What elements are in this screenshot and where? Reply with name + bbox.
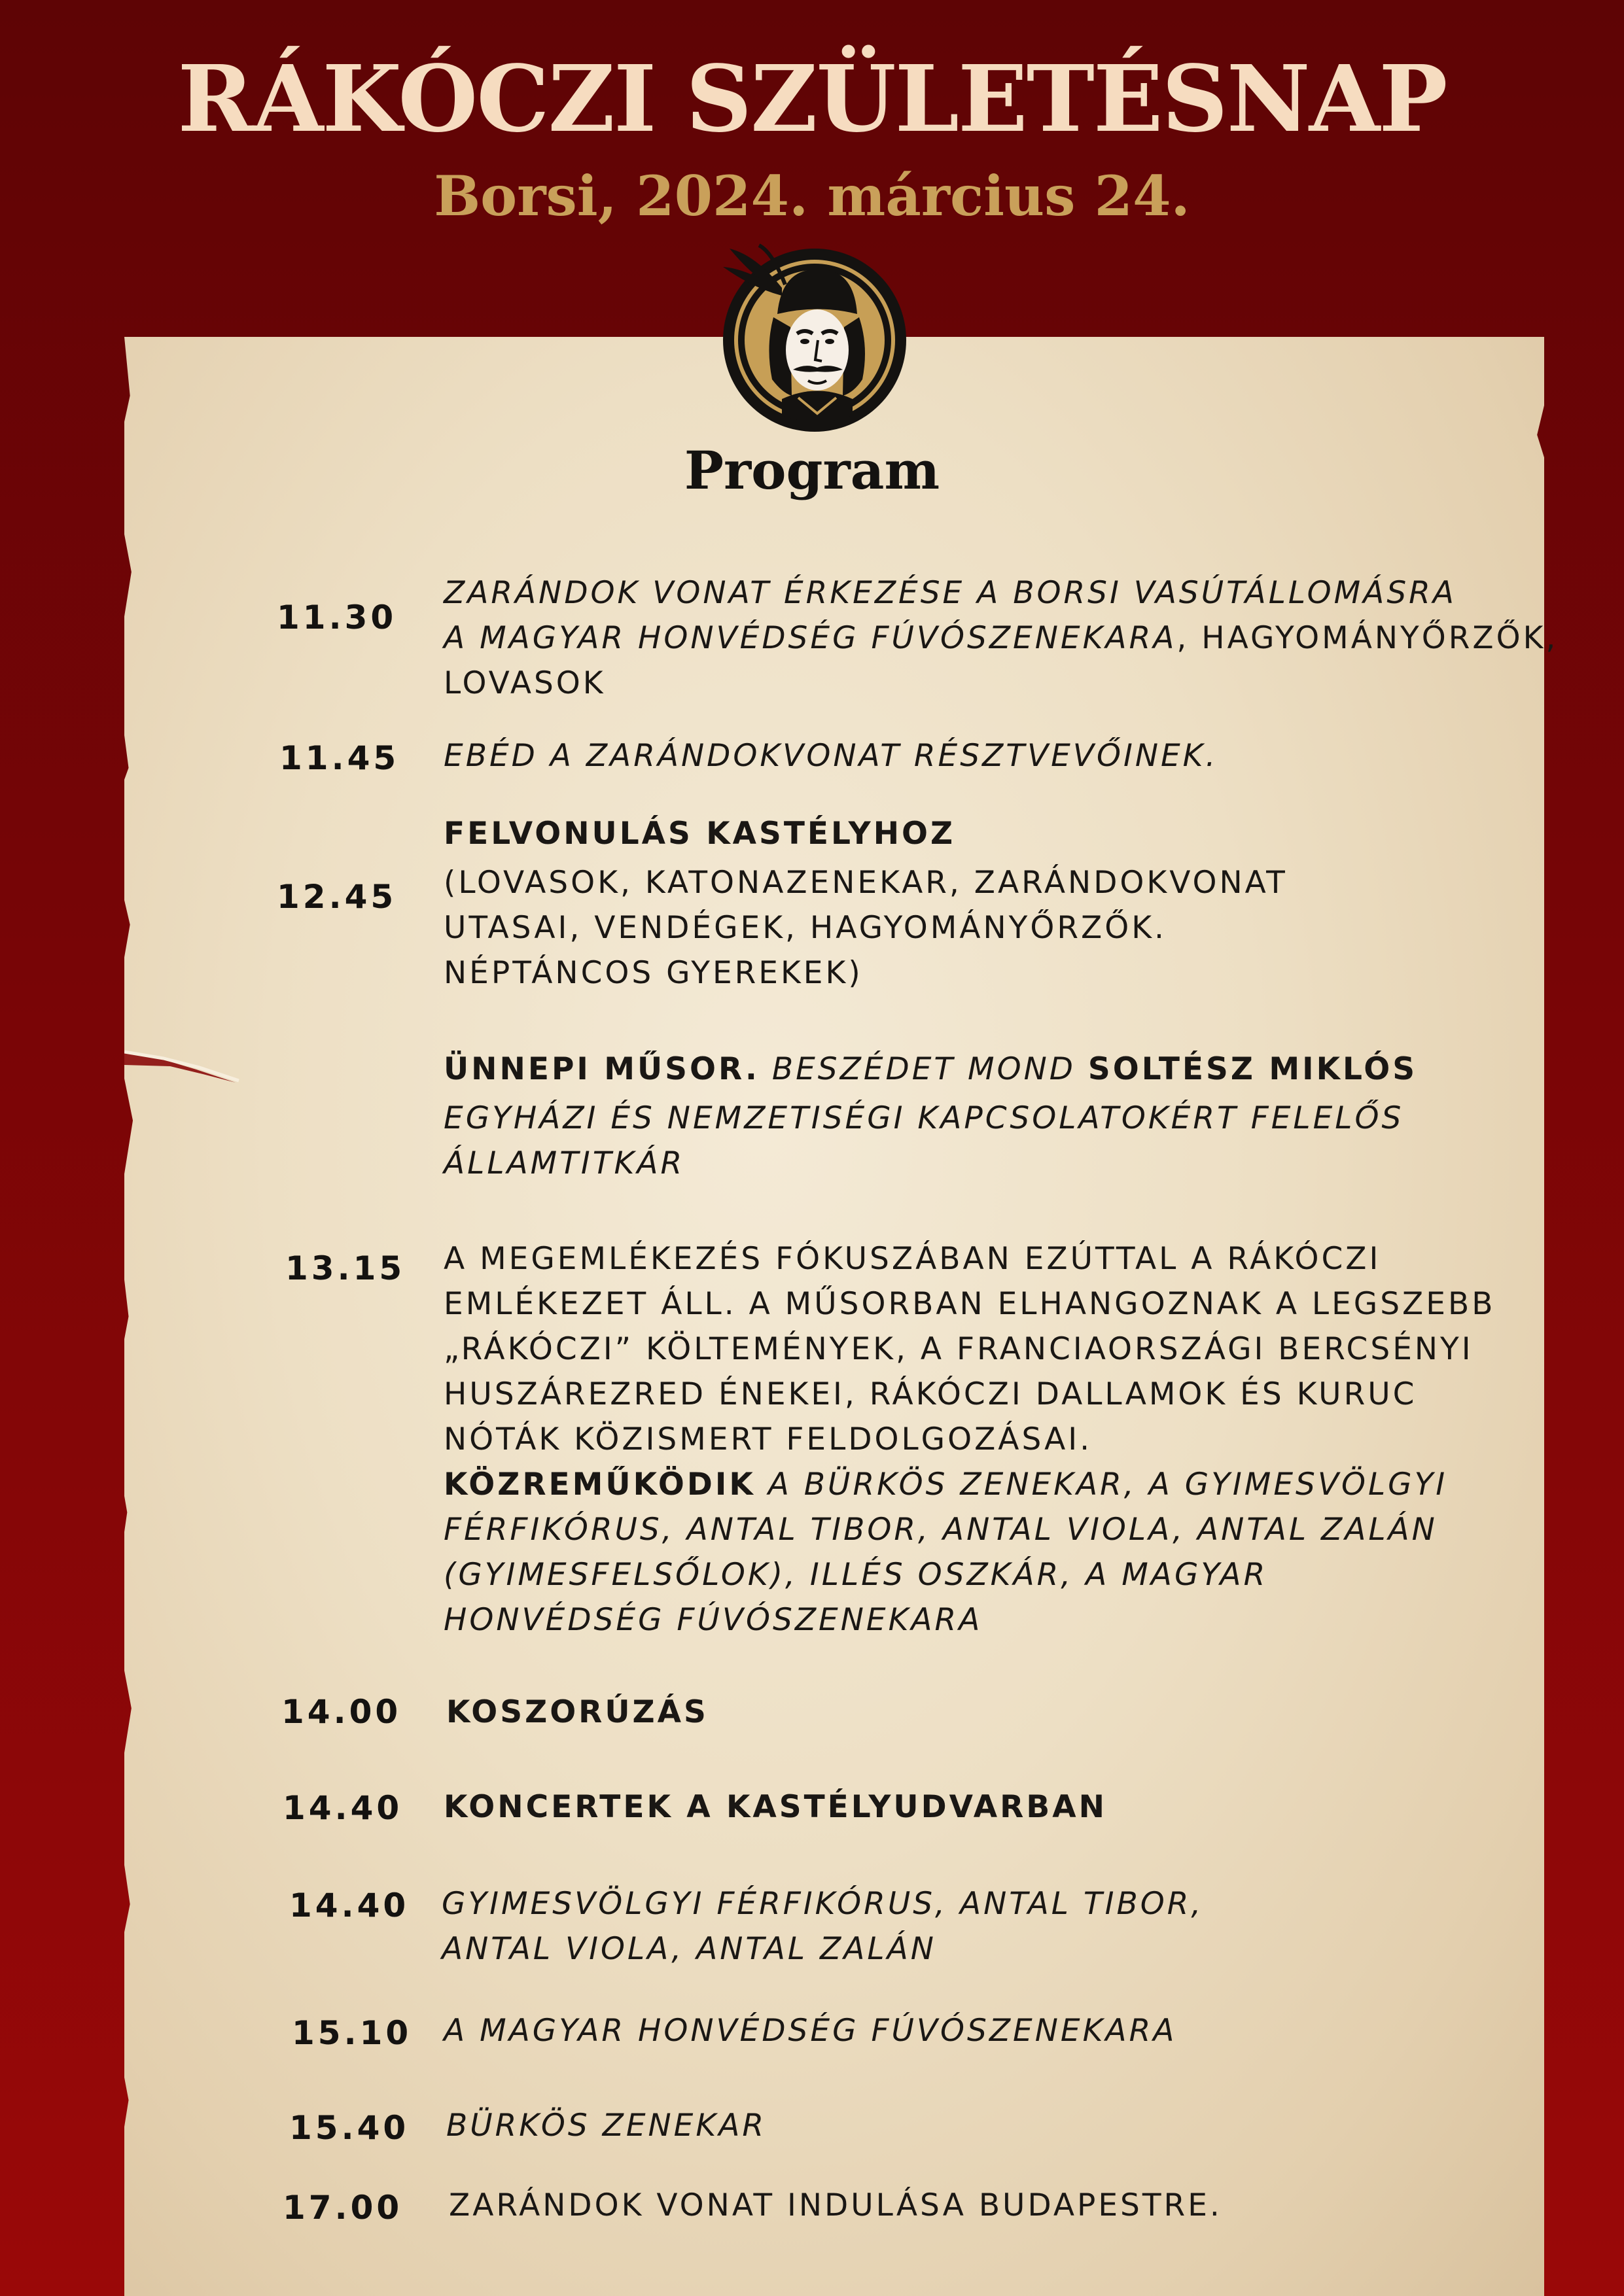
- item-line: BESZÉDET MOND: [759, 1051, 1088, 1087]
- program-item-1440-concerts: KONCERTEK A KASTÉLYUDVARBAN: [444, 1789, 1107, 1825]
- time-1130: 11.30: [277, 599, 397, 636]
- item-line: ÁLLAMTITKÁR: [444, 1145, 685, 1181]
- time-1440: 14.40: [283, 1789, 403, 1827]
- item-line: ZARÁNDOK VONAT ÉRKEZÉSE A BORSI VASÚTÁLLOMÁSRA: [444, 575, 1456, 611]
- item-line: GYIMESVÖLGYI FÉRFIKÓRUS, ANTAL TIBOR,: [442, 1886, 1204, 1922]
- program-item-1700: ZARÁNDOK VONAT INDULÁSA BUDAPESTRE.: [449, 2187, 1222, 2223]
- item-line: ÜNNEPI MŰSOR.: [444, 1051, 760, 1087]
- item-line: EBÉD A ZARÁNDOKVONAT RÉSZTVEVŐINEK.: [444, 738, 1218, 774]
- item-line: UTASAI, VENDÉGEK, HAGYOMÁNYŐRZŐK.: [444, 910, 1167, 946]
- item-line: HONVÉDSÉG FÚVÓSZENEKARA: [444, 1602, 983, 1638]
- time-1245: 12.45: [277, 878, 397, 916]
- time-1315: 13.15: [285, 1249, 406, 1287]
- program-item-1245: [444, 811, 1288, 996]
- time-1440-choir: 14.40: [289, 1887, 410, 1924]
- program-item-1145: [444, 733, 1218, 778]
- item-line: NÉPTÁNCOS GYEREKEK): [444, 955, 863, 991]
- program-item-1400: KOSZORÚZÁS: [446, 1694, 709, 1730]
- event-date-location: Borsi, 2024. március 24.: [434, 164, 1190, 228]
- item-line: KÖZREMŰKÖDIK: [444, 1467, 756, 1503]
- item-line: FELVONULÁS KASTÉLYHOZ: [444, 816, 956, 852]
- program-item-1440-choir: [442, 1881, 1203, 1972]
- time-1700: 17.00: [283, 2189, 403, 2227]
- time-1145: 11.45: [279, 739, 400, 777]
- item-line: EGYHÁZI ÉS NEMZETISÉGI KAPCSOLATOKÉRT FELELŐS: [444, 1100, 1404, 1136]
- item-line: NÓTÁK KÖZISMERT FELDOLGOZÁSAI.: [444, 1421, 1093, 1457]
- item-line: A MAGYAR HONVÉDSÉG FÚVÓSZENEKARA: [444, 620, 1177, 656]
- item-line: (GYIMESFELSŐLOK), ILLÉS OSZKÁR, A MAGYAR: [444, 1557, 1268, 1593]
- program-item-1315: [444, 1236, 1495, 1643]
- program-heading: Program: [684, 440, 940, 501]
- item-line: LOVASOK: [444, 665, 606, 701]
- item-line: A MEGEMLÉKEZÉS FÓKUSZÁBAN EZÚTTAL A RÁKÓCZI: [444, 1241, 1381, 1277]
- item-line: EMLÉKEZET ÁLL. A MŰSORBAN ELHANGOZNAK A LEGSZEBB: [444, 1286, 1496, 1322]
- program-item-ceremony: [444, 1047, 1417, 1186]
- program-item-1130: [444, 570, 1558, 706]
- time-1510: 15.10: [292, 2014, 412, 2052]
- time-1400: 14.00: [281, 1693, 402, 1731]
- item-line: ANTAL VIOLA, ANTAL ZALÁN: [442, 1931, 936, 1967]
- item-line: FÉRFIKÓRUS, ANTAL TIBOR, ANTAL VIOLA, ANTAL ZALÁN: [444, 1512, 1438, 1548]
- program-item-1540: BÜRKÖS ZENEKAR: [446, 2108, 767, 2144]
- time-1540: 15.40: [289, 2109, 410, 2147]
- item-line: SOLTÉSZ MIKLÓS: [1087, 1051, 1418, 1087]
- item-line: (LOVASOK, KATONAZENEKAR, ZARÁNDOKVONAT: [444, 865, 1288, 901]
- item-line: , HAGYOMÁNYŐRZŐK,: [1176, 620, 1559, 656]
- rakoczi-portrait-emblem-icon: [720, 242, 909, 432]
- item-line: „RÁKÓCZI” KÖLTEMÉNYEK, A FRANCIAORSZÁGI BERCSÉNYI: [444, 1331, 1474, 1367]
- paper-tear-icon: [124, 1034, 242, 1092]
- page-title: RÁKÓCZI SZÜLETÉSNAP: [177, 46, 1447, 153]
- item-line: HUSZÁREZRED ÉNEKEI, RÁKÓCZI DALLAMOK ÉS KURUC: [444, 1376, 1417, 1412]
- program-item-1510: A MAGYAR HONVÉDSÉG FÚVÓSZENEKARA: [444, 2013, 1177, 2049]
- item-line: A BÜRKÖS ZENEKAR, A GYIMESVÖLGYI: [755, 1467, 1448, 1503]
